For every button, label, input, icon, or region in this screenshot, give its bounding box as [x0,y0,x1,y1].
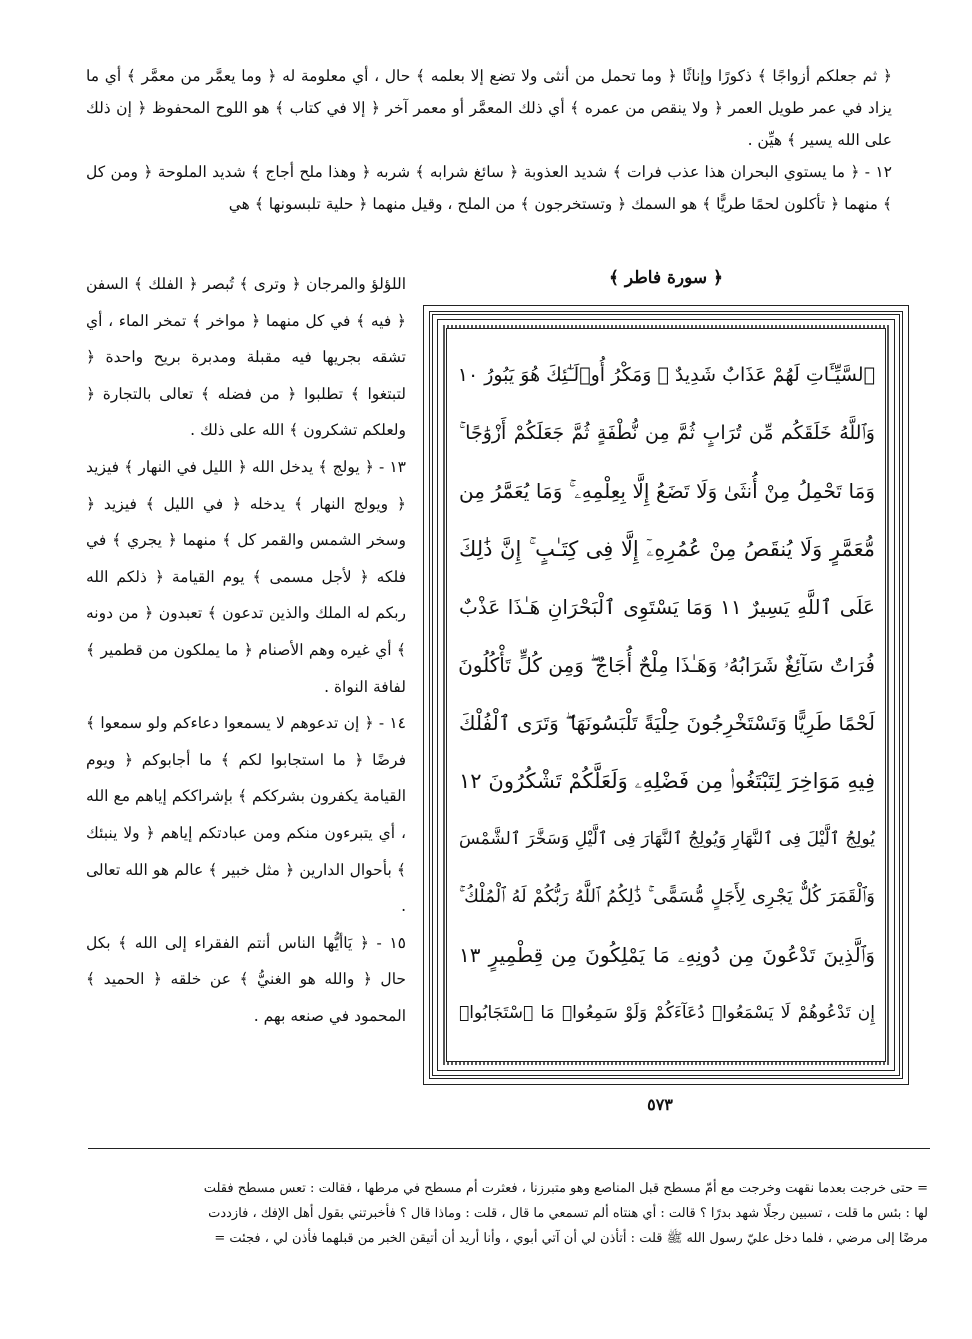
footnote [86,1176,928,1251]
quran-line: عَلَى ٱللَّهِ يَسِيرٌ ١١ وَمَا يَسْتَوِى ٱلْبَحْرَانِ هَـٰذَا عَذْبٌ [459,595,875,619]
quran-line: ٱلسَّيِّـَٔاتِ لَهُمْ عَذَابٌ شَدِيدٌ ۖ وَمَكْرُ أُو۟لَـٰٓئِكَ هُوَ يَبُورُ ١٠ [457,364,875,386]
tafsir-paragraph: ١٣ - ﴿ يولج ﴾ يدخل الله ﴿ الليل في النهار ﴾ فيزيد ﴿ ويولج النهار ﴾ يدخله ﴿ في الليل ﴾ فيزيد ﴿ وسخر الشمس والقمر كل ﴾ منهما ﴿ يجري ﴾ في فلكه ﴿ لأجل مسمى ﴾ يوم القيامة ﴿ ذلكم الله ربكم له الملك والذين تدعون ﴾ تعبدون ﴿ من دونه ﴾ أي غيره وهم الأصنام ﴿ ما يملكون من قطمير ﴾ لفافة النواة . [86,457,406,696]
tafsir-paragraph: ١٤ - ﴿ إن تدعوهم لا يسمعوا دعاءكم ولو سمعوا ﴾ فرضًا ﴿ ما استجابوا لكم ﴾ ما أجابوكم ﴿ ويوم القيامة يكفرون بشرككم ﴾ بإشراككم إياهم مع الله ، أي يتبرءون منكم ومن عبادتكم إياهم ﴿ ولا ينبئك ﴾ بأحوال الدارين ﴿ مثل خبير ﴾ عالم هو الله تعالى . [86,714,406,916]
quran-line: فُرَاتٌ سَآئِغٌ شَرَابُهُۥ وَهَـٰذَا مِلْحٌ أُجَاجٌ ۖ وَمِن كُلٍّ تَأْكُلُونَ [458,653,875,677]
tafsir-top-text [86,60,892,220]
tafsir-paragraph: اللؤلؤ والمرجان ﴿ وترى ﴾ تُبصر ﴿ الفلك ﴾ السفن ﴿ فيه ﴾ في كل منهما ﴿ مواخر ﴾ تمخر الماء ، أي تشقه بجريها فيه مقبلة ومدبرة بريح واحدة ﴿ لتبتغوا ﴾ تطلبوا ﴿ من فضله ﴾ تعالى بالتجارة ﴿ ولعلكم تشكرون ﴾ الله على ذلك . [86,275,406,440]
tafsir-side-text [86,266,406,1034]
quran-text [459,346,875,1042]
tafsir-paragraph: ﴿ ثم جعلكم أزواجًا ﴾ ذكورًا وإناثًا ﴿ وما تحمل من أنثى ولا تضع إلا بعلمه ﴾ حال ، أي معلومة له ﴿ وما يعمَّر من معمَّر ﴾ أي ما يزاد في عمر طويل العمر ﴿ ولا ينقص من عمره ﴾ أي ذلك المعمَّر أو معمر آخر ﴿ إلا في كتاب ﴾ هو اللوح المحفوظ ﴿ إن ذلك على الله يسير ﴾ هيِّن . [86,67,892,149]
quran-line: مُّعَمَّرٍ وَلَا يُنقَصُ مِنْ عُمُرِهِۦٓ إِلَّا فِى كِتَـٰبٍ ۚ إِنَّ ذَٰلِكَ [459,537,875,561]
quran-line: فِيهِ مَوَاخِرَ لِتَبْتَغُوا۟ مِن فَضْلِهِۦ وَلَعَلَّكُمْ تَشْكُرُونَ ١٢ [459,769,875,793]
quran-line: وَٱلْقَمَرَ كُلٌّ يَجْرِى لِأَجَلٍ مُّسَمًّى ۚ ذَٰلِكُمُ ٱللَّهُ رَبُّكُمْ لَهُ ٱلْمُلْكُ ۚ [459,886,875,907]
page-number: ٥٧٣ [647,1095,673,1114]
quran-line: إِن تَدْعُوهُمْ لَا يَسْمَعُوا۟ دُعَآءَكُمْ وَلَوْ سَمِعُوا۟ مَا ٱسْتَجَابُوا۟ [459,1003,875,1023]
footnote-divider [88,1148,930,1149]
footnote-line: = حتى خرجت بعدما نقهت وخرجت مع أمّ مسطح قبل المناصع وهو متبرزنا ، فعثرت أم مسطح في مرطها ، فقالت : تعس مسطح فقلت [203,1181,928,1196]
footnote-line: مرضًا إلى مرضي ، فلما دخل عليّ رسول الله ﷺ قلت : أتأذن لي أن آتي أبوي ، وأنا أريد أن أتيقن الخبر من قبلهما فأذن لي ، فجئت = [214,1231,928,1246]
tafsir-paragraph: ١٥ - ﴿ يَاأيُّها الناس أنتم الفقراء إلى الله ﴾ بكل حال ﴿ والله هو الغنيُّ ﴾ عن خلقه ﴿ الحميد ﴾ المحمود في صنعه بهم . [86,933,406,1025]
quran-line: وَٱلَّذِينَ تَدْعُونَ مِن دُونِهِۦ مَا يَمْلِكُونَ مِن قِطْمِيرٍ ١٣ [459,943,875,967]
quran-line: لَحْمًا طَرِيًّا وَتَسْتَخْرِجُونَ حِلْيَةً تَلْبَسُونَهَا ۖ وَتَرَى ٱلْفُلْكَ [459,711,875,735]
tafsir-paragraph: ١٢ - ﴿ ما يستوي البحران هذا عذب فرات ﴾ شديد العذوبة ﴿ سائغ شرابه ﴾ شربه ﴿ وهذا ملح أجاج ﴾ شديد الملوحة ﴿ ومن كل ﴾ منهما ﴿ تأكلون لحمًا طريًّا ﴾ هو السمك ﴿ وتستخرجون ﴾ من الملح ، وقيل منهما ﴿ حلية تلبسونها ﴾ هي [86,163,892,213]
quran-line: وَمَا تَحْمِلُ مِنْ أُنثَىٰ وَلَا تَضَعُ إِلَّا بِعِلْمِهِۦ ۚ وَمَا يُعَمَّرُ مِن [459,479,875,503]
quran-line: وَٱللَّهُ خَلَقَكُم مِّن تُرَابٍ ثُمَّ مِن نُّطْفَةٍ ثُمَّ جَعَلَكُمْ أَزْوَٰجًا ۚ [459,422,875,444]
footnote-line: لها : بئس ما قلت ، تسبين رجلًا شهد بدرًا ؟ قالت : أي هنتاه ألم تسمعي ما قال ، قلت : وماذا قال ؟ فأخبرتني بقول أهل الإفك ، فازددت [208,1206,928,1221]
quran-frame [423,305,909,1085]
surah-title: ﴿ سورة فاطر ﴾ [608,268,724,288]
quran-line: يُولِجُ ٱلَّيْلَ فِى ٱلنَّهَارِ وَيُولِجُ ٱلنَّهَارَ فِى ٱلَّيْلِ وَسَخَّرَ ٱلشَّمْسَ [459,829,875,849]
